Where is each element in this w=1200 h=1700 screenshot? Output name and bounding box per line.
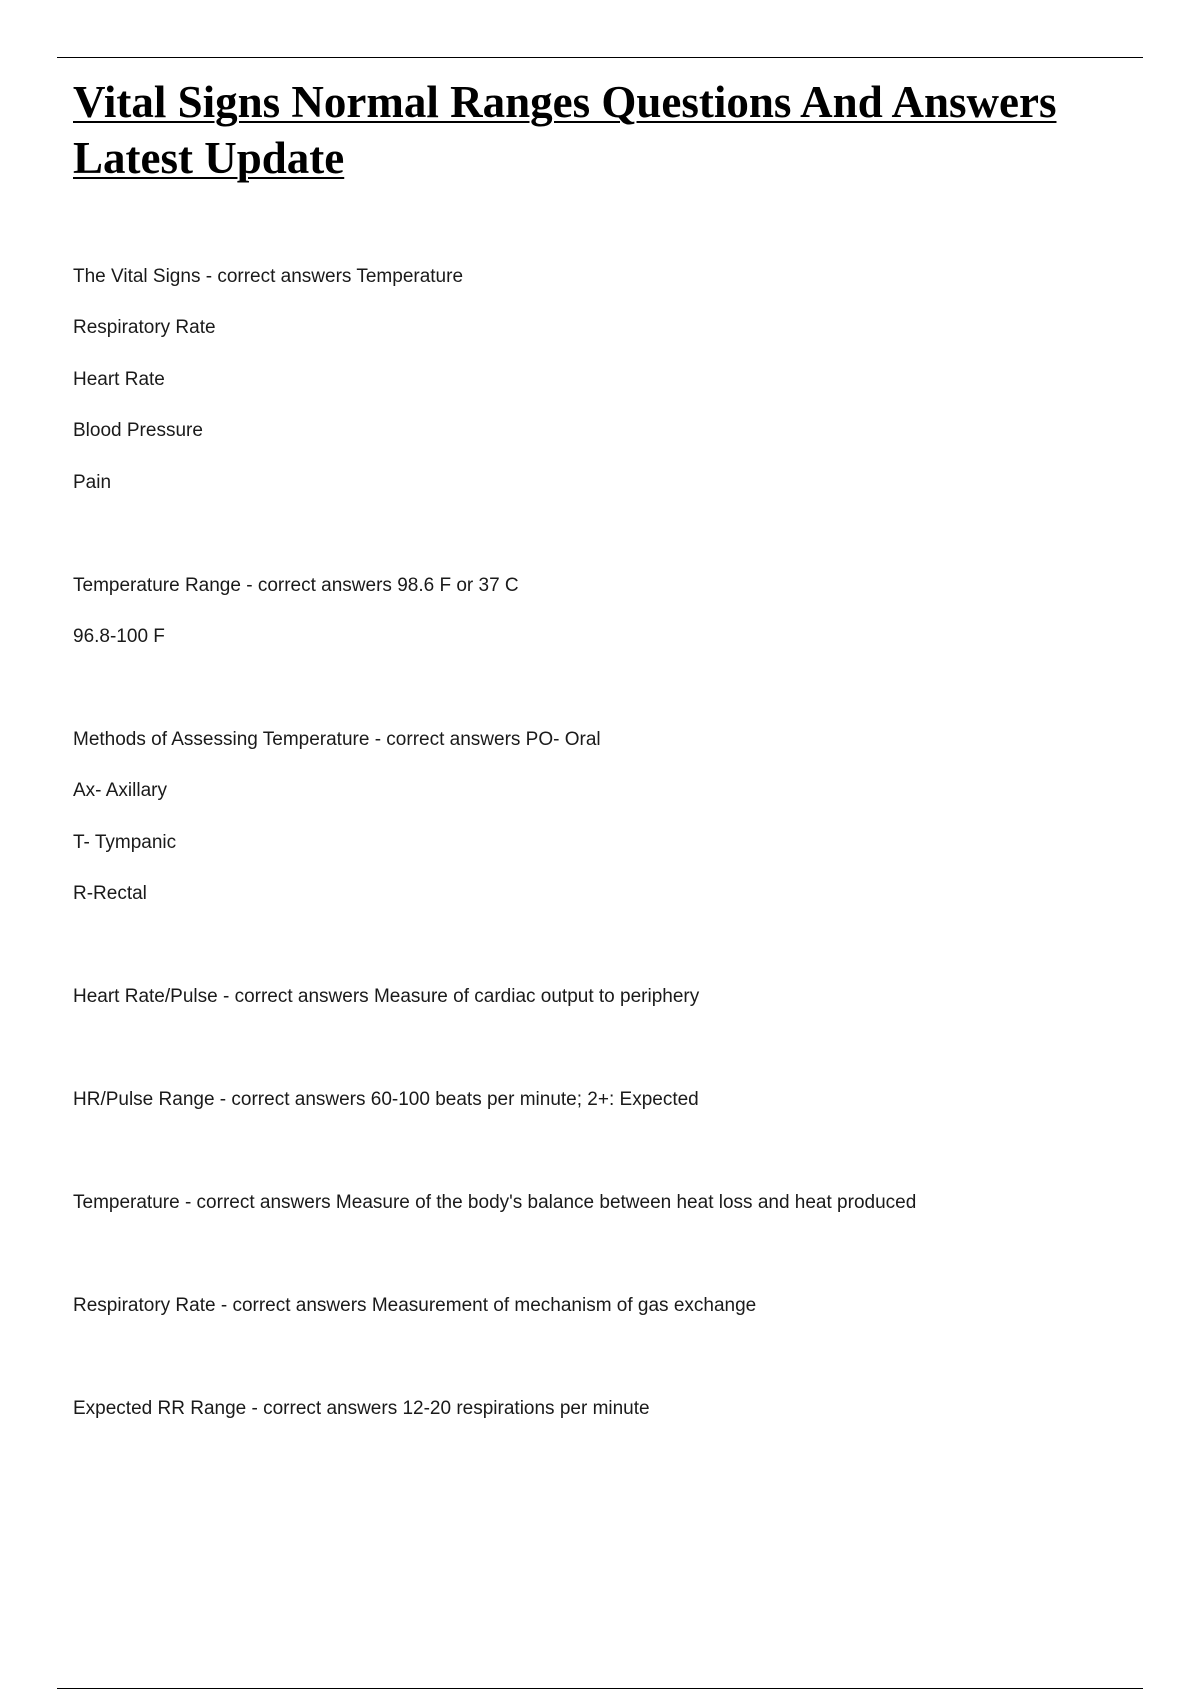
- document-title: Vital Signs Normal Ranges Questions And Answers Latest Update: [73, 77, 1057, 183]
- top-divider: [57, 57, 1143, 58]
- qa-line: Methods of Assessing Temperature - correct answers PO- Oral: [73, 729, 601, 750]
- qa-line: Temperature - correct answers Measure of the body's balance between heat loss and heat produced: [73, 1192, 917, 1213]
- qa-line: Ax- Axillary: [73, 780, 167, 801]
- bottom-divider: [57, 1688, 1143, 1689]
- qa-line: R-Rectal: [73, 883, 147, 904]
- qa-line: 96.8-100 F: [73, 626, 165, 647]
- qa-line: HR/Pulse Range - correct answers 60-100 beats per minute; 2+: Expected: [73, 1089, 699, 1110]
- qa-line: Pain: [73, 472, 112, 493]
- qa-line: Blood Pressure: [73, 420, 203, 441]
- qa-line: T- Tympanic: [73, 832, 177, 853]
- qa-line: The Vital Signs - correct answers Temperature: [73, 266, 464, 287]
- qa-line: Heart Rate: [73, 369, 165, 390]
- qa-line: Respiratory Rate - correct answers Measurement of mechanism of gas exchange: [73, 1295, 757, 1316]
- qa-line: Respiratory Rate: [73, 317, 216, 338]
- qa-line: Heart Rate/Pulse - correct answers Measure of cardiac output to periphery: [73, 986, 700, 1007]
- qa-line: Expected RR Range - correct answers 12-20 respirations per minute: [73, 1398, 650, 1419]
- qa-line: Temperature Range - correct answers 98.6 F or 37 C: [73, 575, 519, 596]
